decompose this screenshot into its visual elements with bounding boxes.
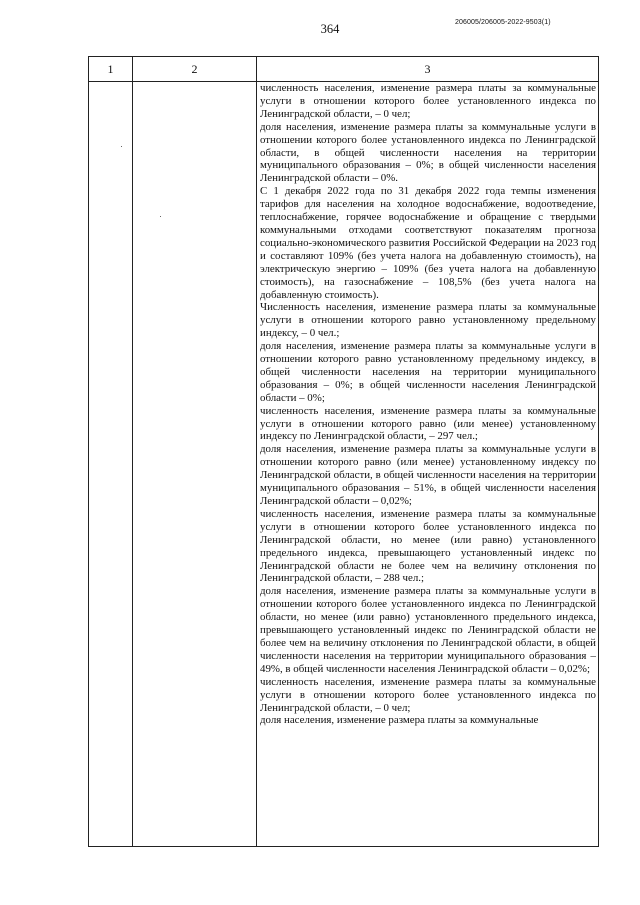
column-header-3: 3 — [257, 57, 599, 82]
table-row — [89, 82, 599, 847]
content-table — [88, 56, 599, 847]
paragraph: численность населения, изменение размера платы за коммунальные услуги в отношении которого более установленного индекса по Ленинградской области, – 0 чел; — [260, 82, 596, 120]
paragraph: численность населения, изменение размера платы за коммунальные услуги в отношении которого более установленного индекса по Ленинградской области, но менее (или равно) установленного предельного индекса, превышающего установленный индекс по Ленинградской области не более чем на величину отклонения по Ленинградской области, – 288 чел.; — [260, 507, 596, 585]
cell-col-1 — [89, 82, 133, 847]
column-header-2: 2 — [133, 57, 257, 82]
paragraph: численность населения, изменение размера платы за коммунальные услуги в отношении которого равно (или менее) установленному индексу по Ленинградской области, – 297 чел.; — [260, 404, 596, 443]
cell-col-2 — [133, 82, 257, 847]
cell-col-3 — [257, 82, 599, 847]
document-code: 206005/206005-2022-9503(1) — [455, 19, 551, 26]
column-header-1: 1 — [89, 57, 133, 82]
scan-speck — [121, 146, 122, 147]
paragraph: доля населения, изменение размера платы за коммунальные услуги в отношении которого более установленного индекса по Ленинградской области, в общей численности населения на территории муниципального образования – 0%; в общей численности населения Ленинградской области – 0%. — [260, 120, 596, 185]
paragraph: доля населения, изменение размера платы за коммунальные услуги в отношении которого более установленного индекса по Ленинградской области, но менее (или равно) установленного предельного индекса, превышающего установленный индекс по Ленинградской области не более чем на величину отклонения по Ленинградской области, в общей численности населения на территории муниципального образования – 49%, в общей численности населения Ленинградской области – 0,02%; — [260, 585, 596, 675]
paragraph: доля населения, изменение размера платы за коммунальные — [260, 714, 539, 727]
paragraph: доля населения, изменение размера платы за коммунальные услуги в отношении которого равно (или менее) установленному индексу по Ленинградской области, в общей численности населения на территории муниципального образования – 51%, в общей численности населения Ленинградской области – 0,02%; — [260, 443, 596, 507]
page-number: 364 — [320, 22, 340, 36]
column-header-row — [89, 57, 599, 82]
paragraph: Численность населения, изменение размера платы за коммунальные услуги в отношении которого равно установленному предельному индексу, – 0 чел.; — [260, 301, 596, 340]
paragraph: численность населения, изменение размера платы за коммунальные услуги в отношении которого более установленного индекса по Ленинградской области, – 0 чел; — [260, 675, 596, 714]
scan-speck — [160, 216, 161, 217]
paragraph: С 1 декабря 2022 года по 31 декабря 2022 года темпы изменения тарифов для населения на холодное водоснабжение, водоотведение, теплоснабжение, горячее водоснабжение и обращение с твердыми коммунальными отходами соответствуют показателям прогноза социально-экономического развития Российской Федерации на 2023 год и составляют 109% (без учета налога на добавленную стоимость), на электрическую энергию – 109% (без учета налога на добавленную стоимость), на газоснабжение – 108,5% (без учета налога на добавленную стоимость). — [260, 185, 596, 301]
paragraph: доля населения, изменение размера платы за коммунальные услуги в отношении которого равно установленному предельному индексу, в общей численности населения на территории муниципального образования – 0%; в общей численности населения Ленинградской области – 0%; — [260, 340, 596, 404]
